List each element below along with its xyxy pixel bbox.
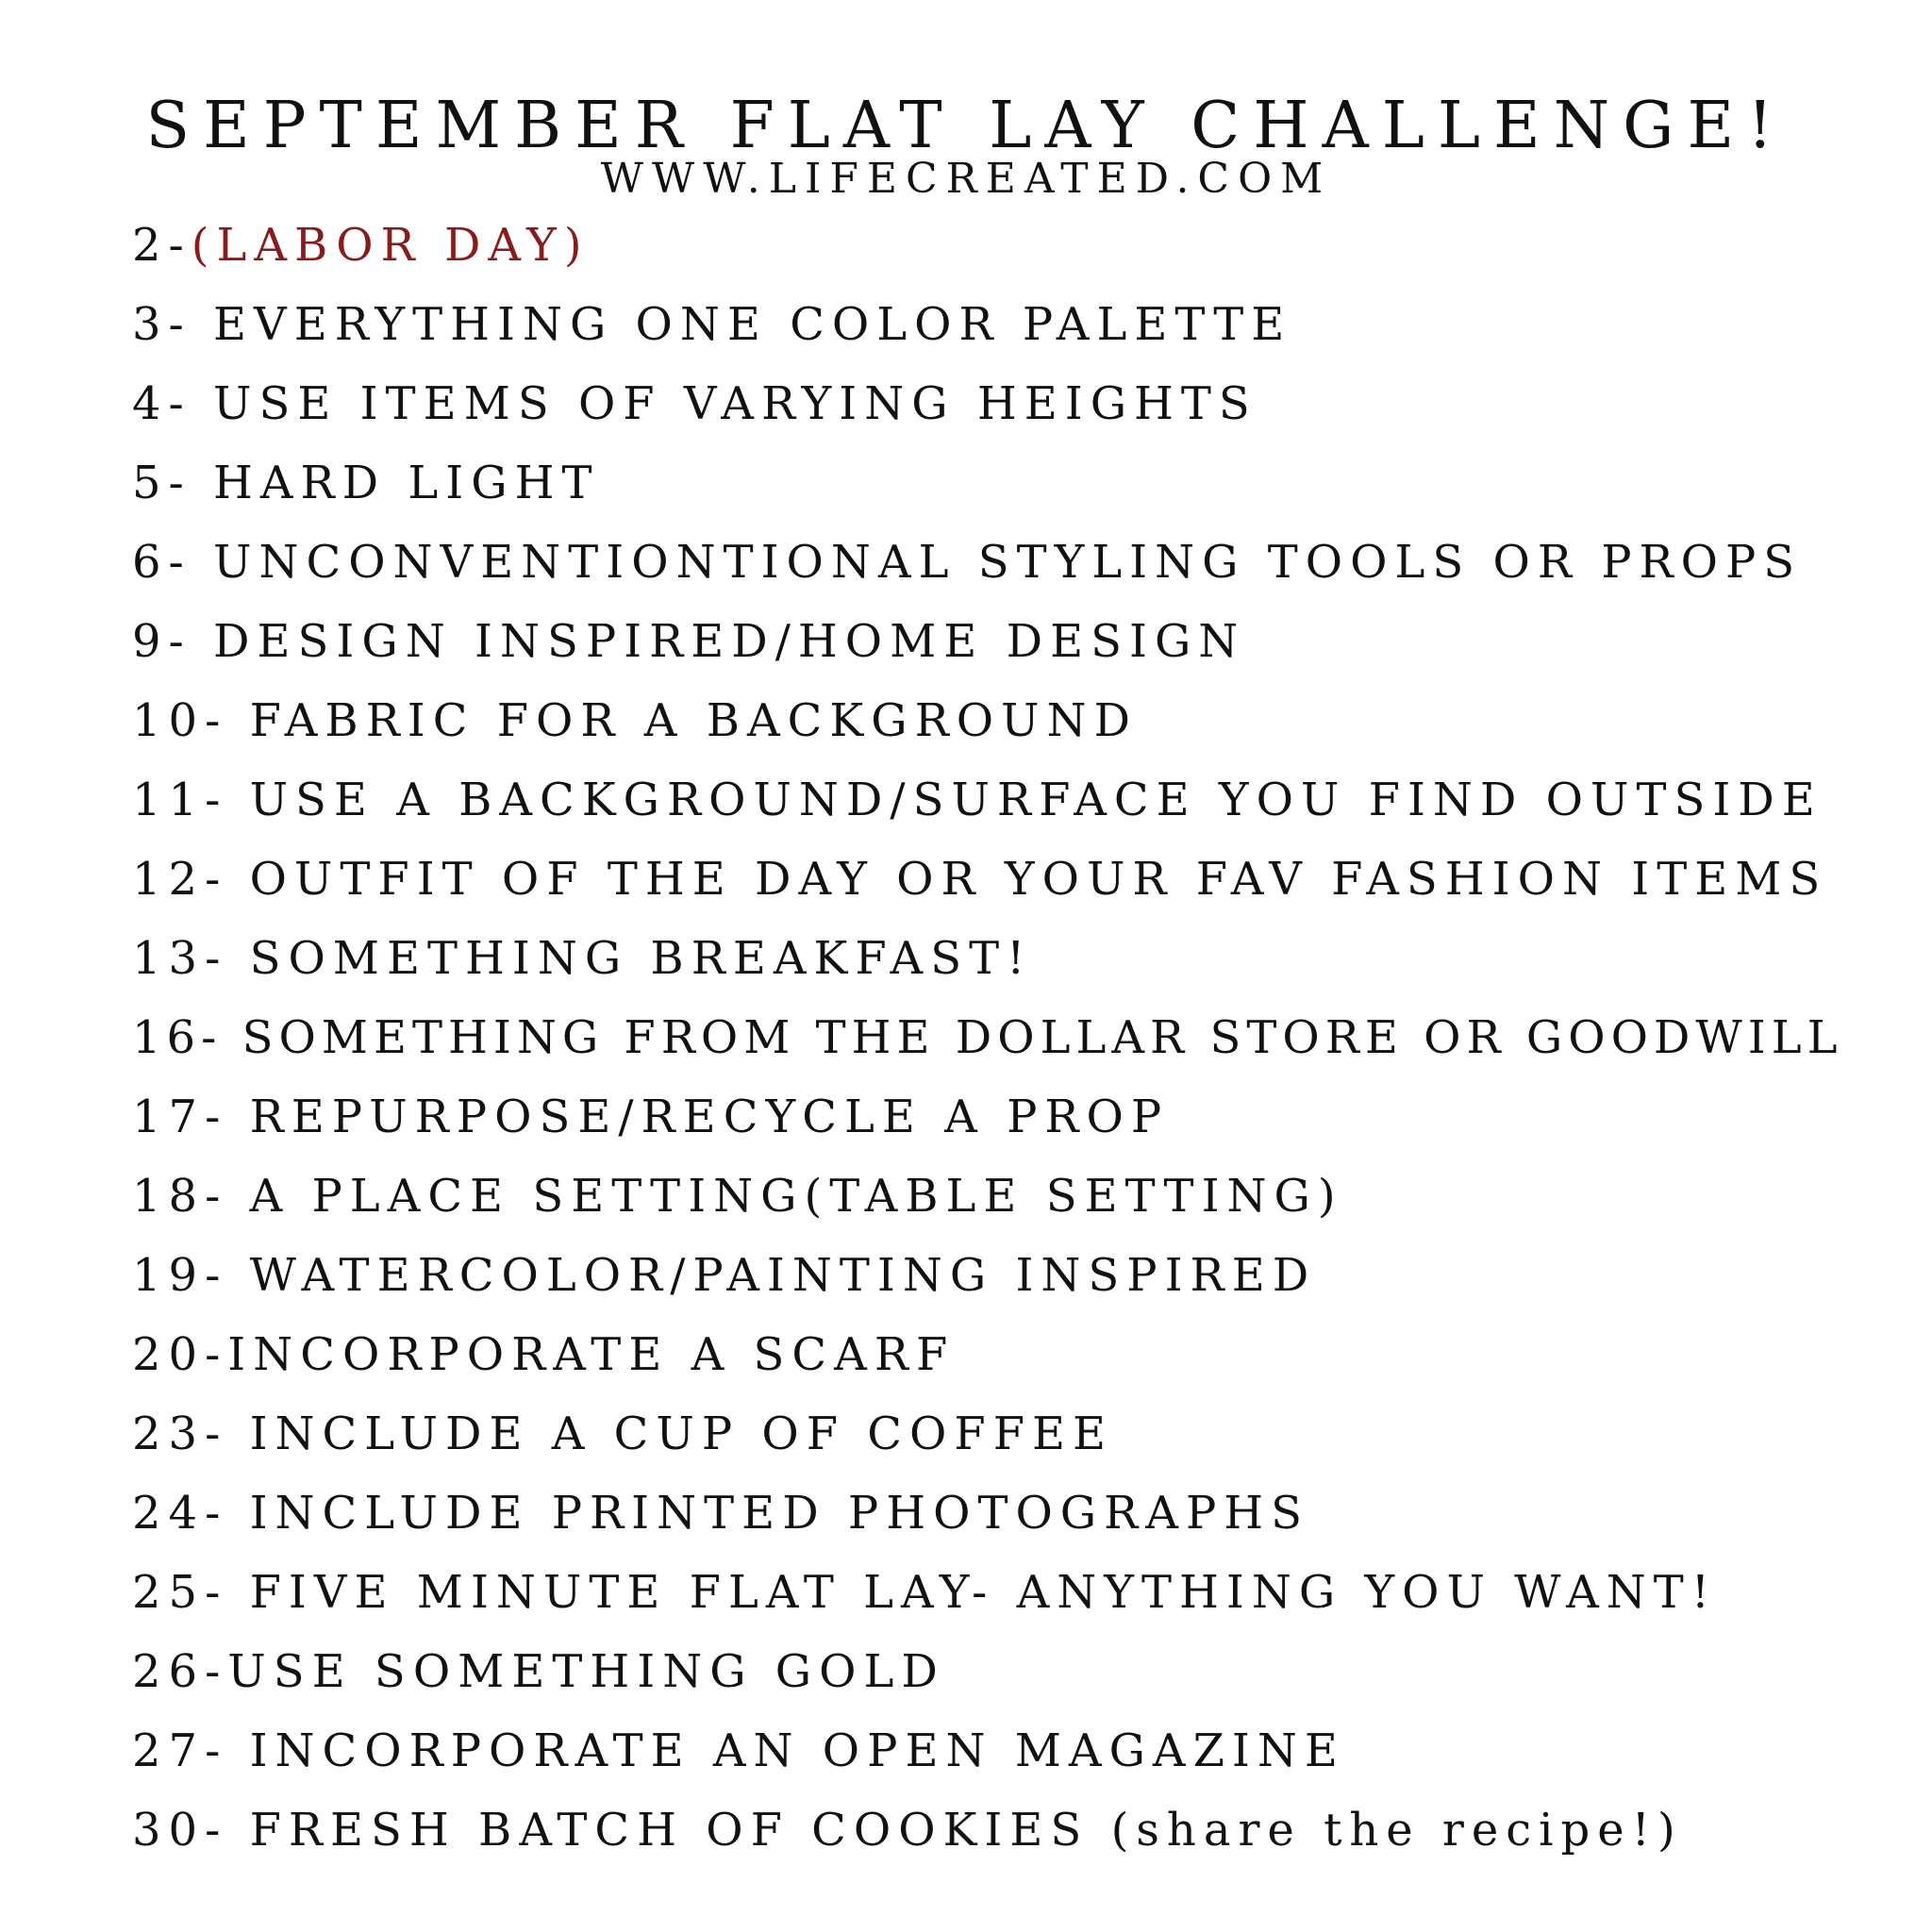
challenge-day-number: 4- [132, 377, 214, 430]
challenge-day-number: 3- [132, 298, 214, 351]
challenge-item [132, 1711, 1915, 1790]
challenge-day-number: 12- [132, 853, 250, 906]
challenge-prompt: FIVE MINUTE FLAT LAY- ANYTHING YOU WANT! [249, 1566, 1718, 1619]
challenge-day-number: 5- [132, 457, 214, 509]
challenge-prompt: INCLUDE PRINTED PHOTOGRAPHS [249, 1487, 1309, 1540]
challenge-prompt: SOMETHING FROM THE DOLLAR STORE OR GOODWILL [242, 1011, 1843, 1064]
challenge-item [132, 206, 1915, 285]
challenge-prompt: USE SOMETHING GOLD [227, 1645, 945, 1698]
challenge-item [132, 523, 1915, 602]
challenge-prompt: DESIGN INSPIRED/HOME DESIGN [213, 615, 1246, 668]
challenge-prompt: A PLACE SETTING(TABLE SETTING) [249, 1170, 1343, 1223]
challenge-day-number: 23- [132, 1407, 250, 1460]
challenge-prompt: INCORPORATE AN OPEN MAGAZINE [249, 1724, 1345, 1777]
challenge-day-number: 20- [132, 1328, 228, 1381]
challenge-item [132, 1632, 1915, 1711]
challenge-prompt: SOMETHING BREAKFAST! [249, 932, 1033, 985]
challenge-day-number: 25- [132, 1566, 250, 1619]
challenge-item [132, 1236, 1915, 1315]
challenge-prompt: WATERCOLOR/PAINTING INSPIRED [249, 1249, 1317, 1302]
challenge-item [132, 1315, 1915, 1394]
challenge-prompt: EVERYTHING ONE COLOR PALETTE [213, 298, 1292, 351]
challenge-item [132, 1474, 1915, 1553]
challenge-item [132, 919, 1915, 998]
website-url: WWW.LIFECREATED.COM [600, 155, 1332, 203]
challenge-item [132, 443, 1915, 523]
challenge-day-number: 11- [132, 774, 250, 826]
challenge-day-number: 13- [132, 932, 250, 985]
challenge-prompt: INCLUDE A CUP OF COFFEE [249, 1407, 1114, 1460]
page-title: SEPTEMBER FLAT LAY CHALLENGE! [145, 88, 1787, 163]
challenge-item [132, 1790, 1915, 1870]
challenge-day-number: 26- [132, 1645, 228, 1698]
challenge-item [132, 1553, 1915, 1632]
challenge-item [132, 760, 1915, 840]
challenge-item [132, 285, 1915, 364]
challenge-day-number: 16- [132, 1011, 242, 1064]
challenge-prompt: UNCONVENTIONTIONAL STYLING TOOLS OR PROPS [213, 536, 1803, 589]
challenge-day-number: 19- [132, 1249, 250, 1302]
challenge-item [132, 1394, 1915, 1474]
challenge-item [132, 1157, 1915, 1236]
challenge-day-number: 10- [132, 694, 250, 747]
challenge-day-number: 24- [132, 1487, 250, 1540]
challenge-prompt: USE A BACKGROUND/SURFACE YOU FIND OUTSIDE [249, 774, 1823, 826]
challenge-prompt: INCORPORATE A SCARF [227, 1328, 956, 1381]
challenge-item [132, 681, 1915, 760]
challenge-day-number: 17- [132, 1091, 250, 1143]
challenge-item [132, 998, 1915, 1077]
challenge-prompt: HARD LIGHT [213, 457, 600, 509]
challenge-day-number: 2- [132, 219, 192, 272]
challenge-day-number: 27- [132, 1724, 250, 1777]
challenge-prompt: REPURPOSE/RECYCLE A PROP [249, 1091, 1170, 1143]
challenge-list [132, 206, 1915, 1870]
challenge-item [132, 840, 1915, 919]
challenge-day-number: 6- [132, 536, 214, 589]
challenge-day-number: 18- [132, 1170, 250, 1223]
challenge-day-number: 9- [132, 615, 214, 668]
challenge-item [132, 1077, 1915, 1157]
challenge-prompt: FABRIC FOR A BACKGROUND [249, 694, 1138, 747]
holiday-label: (LABOR DAY) [191, 219, 590, 272]
challenge-item [132, 364, 1915, 443]
challenge-prompt: FRESH BATCH OF COOKIES (share the recipe!) [249, 1804, 1683, 1857]
challenge-day-number: 30- [132, 1804, 250, 1857]
challenge-prompt: OUTFIT OF THE DAY OR YOUR FAV FASHION ITEMS [249, 853, 1828, 906]
challenge-prompt: USE ITEMS OF VARYING HEIGHTS [213, 377, 1257, 430]
challenge-item [132, 602, 1915, 681]
